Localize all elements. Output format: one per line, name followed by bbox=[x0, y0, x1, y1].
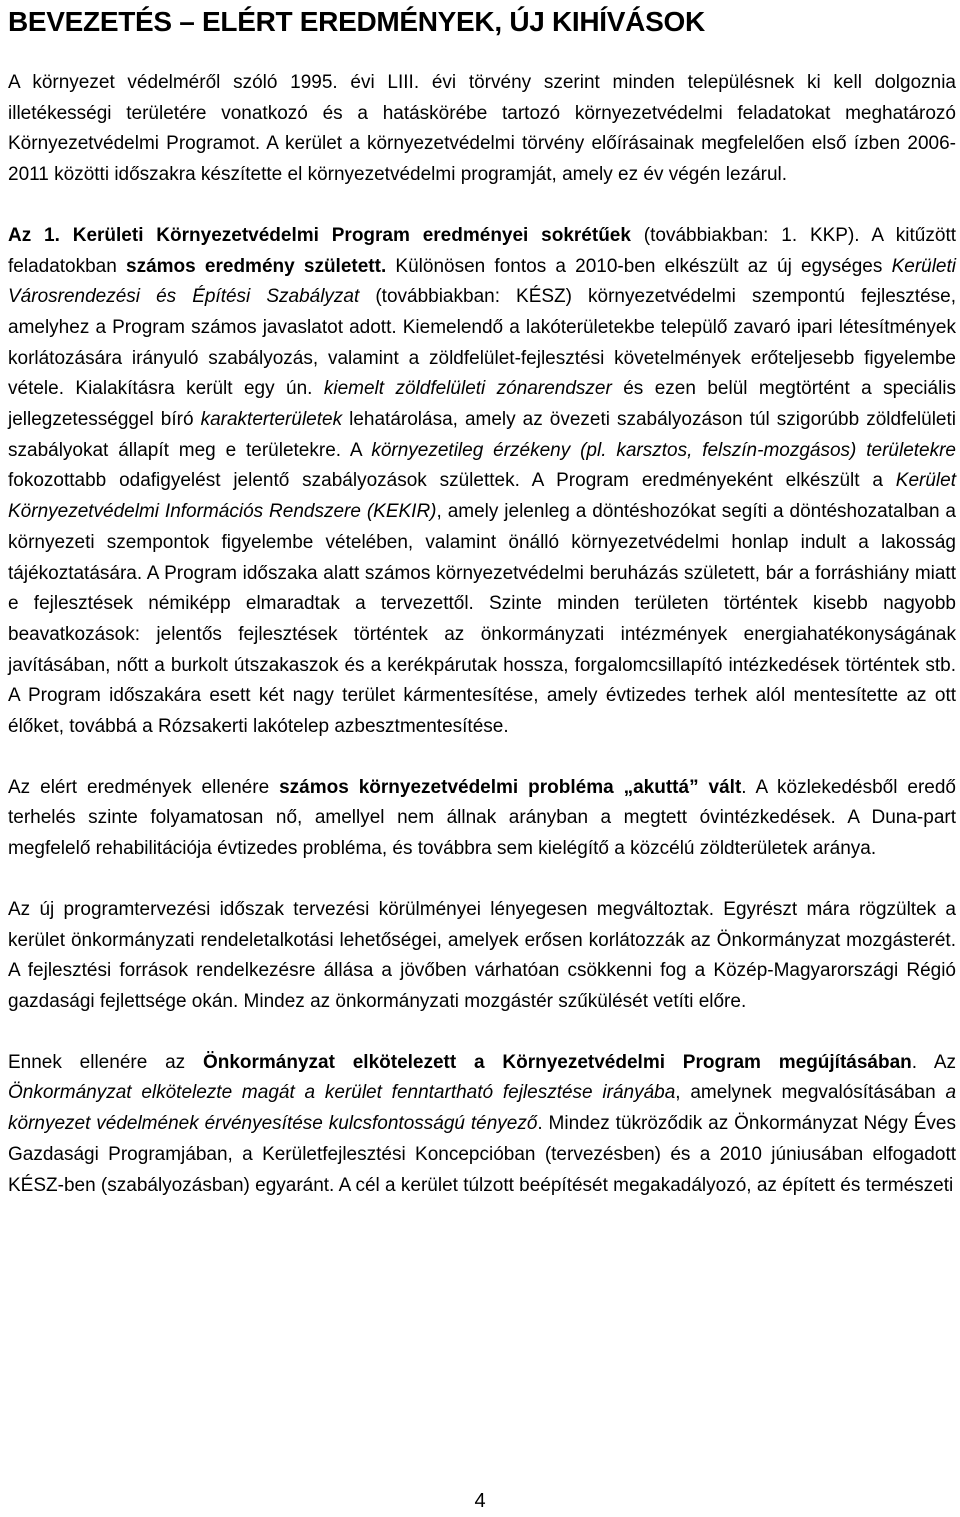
page-number: 4 bbox=[474, 1490, 486, 1512]
bold-text: számos eredmény született. bbox=[126, 255, 387, 277]
text-run: lehatárolása, amely az övezeti szabályozáson túl szigorúbb zöldfelületi szabályokat állapít meg e területekre. A bbox=[8, 409, 956, 461]
bold-text: Az 1. Kerületi Környezetvédelmi Program eredményei sokrétűek bbox=[8, 224, 631, 246]
italic-text: Kerület Környezetvédelmi Információs Rendszere (KEKIR) bbox=[8, 470, 956, 523]
section-title: BEVEZETÉS – ELÉRT EREDMÉNYEK, ÚJ KIHÍVÁSOK bbox=[8, 6, 705, 37]
text-run: , amelynek megvalósításában bbox=[675, 1082, 946, 1104]
paragraph-new-conditions bbox=[8, 895, 956, 1018]
paragraph-program-results bbox=[8, 221, 956, 743]
italic-text: a környezet védelmének érvényesítése kulcsfontosságú tényező bbox=[8, 1082, 957, 1135]
text-run: (továbbiakban: 1. KKP). A kitűzött feladatokban bbox=[8, 224, 957, 277]
paragraph-legal-background bbox=[8, 68, 956, 191]
text-run: Az új programtervezési időszak tervezési körülményei lényegesen megváltoztak. Egyrészt mára rögzültek a kerület önkormányzati rendeletalkotási lehetőségei, amelyek erősen korlátozzák az Önkormányzat mozgásterét. A fejlesztési források rendelkezésre állása a jövőben várhatóan csökkenni fog a Közép-Magyarországi Régió gazdasági fejlettsége okán. Mindez az önkormányzati mozgástér szűkülését vetíti előre. bbox=[8, 898, 956, 1012]
text-run: A környezet védelméről szóló 1995. évi LIII. évi törvény szerint minden településnek ki kell dolgoznia illetékességi területére vonatkozó és a hatáskörébe tartozó környezetvédelmi feladatokat meghatározó Környezetvédelmi Programot. A kerület a környezetvédelmi törvény előírásainak megfelelően első ízben 2006-2011 közötti időszakra készítette el környezetvédelmi programját, amely ez év végén lezárul. bbox=[8, 72, 956, 186]
italic-text: kiemelt zöldfelületi zónarendszer bbox=[323, 378, 612, 400]
bold-text: számos környezetvédelmi probléma „akuttá” vált bbox=[279, 776, 742, 798]
text-run: (továbbiakban: KÉSZ) környezetvédelmi szempontú fejlesztése, amelyhez a Program számos javaslatot adott. Kiemelendő a lakóterületekbe települő zavaró ipari létesítmények korlátozására irányuló szabályozás, valamint a zöldfelület-fejlesztési követelmények erőteljesebb figyelembe vétele. Kialakításra került egy ún. bbox=[8, 286, 956, 400]
text-run: , amely jelenleg a döntéshozókat segíti a döntéshozatalban a környezeti szempontok figyelembe vételében, valamint önálló környezetvédelmi honlap indult a lakosság tájékoztatására. A Program időszaka alatt számos környezetvédelmi beruházás született, bár a forráshiány miatt e fejlesztések némiképp elmaradtak a tervezettől. Szinte minden területen történtek kisebb nagyobb beavatkozások: jelentős fejlesztések történtek az önkormányzati intézmények energiahatékonyságának javításában, nőtt a burkolt útszakaszok és a kerékpárutak hossza, forgalomcsillapító intézkedések történtek stb. A Program időszakára esett két nagy terület kármentesítése, amely évtizedes terhek alól mentesítette az ott élőket, továbbá a Rózsakerti lakótelep azbesztmentesítése. bbox=[8, 501, 956, 738]
paragraph-commitment bbox=[8, 1048, 956, 1202]
paragraph-acute-problems bbox=[8, 773, 956, 865]
text-run: . Mindez tükröződik az Önkormányzat Négy Éves Gazdasági Programjában, a Kerületfejlesztési Koncepcióban (tervezésben) és a 2010 júniusában elfogadott KÉSZ-ben (szabályozásban) egyaránt. A cél a kerület túlzott beépítését megakadályozó, az épített és természeti bbox=[8, 1113, 956, 1196]
italic-text: Önkormányzat elkötelezte magát a kerület fenntartható fejlesztése irányába bbox=[8, 1082, 676, 1104]
document-page bbox=[8, 0, 956, 1201]
text-run: és ezen belül megtörtént a speciális jellegzetességgel bíró bbox=[8, 378, 957, 431]
text-run: . Az bbox=[911, 1051, 956, 1073]
text-run: Ennek ellenére az bbox=[8, 1051, 203, 1073]
italic-text: karakterterületek bbox=[200, 409, 343, 431]
text-run: fokozottabb odafigyelést jelentő szabályozások születtek. A Program eredményeként elkészült a bbox=[8, 470, 896, 492]
text-run: . A közlekedésből eredő terhelés szinte folyamatosan nő, amellyel nem állnak arányban a megtett óvintézkedések. A Duna-part megfelelő rehabilitációja évtizedes probléma, és továbbra sem kielégítő a közcélú zöldterületek aránya. bbox=[8, 776, 956, 860]
text-run: Különösen fontos a 2010-ben elkészült az új egységes bbox=[386, 255, 892, 277]
text-run: Az elért eredmények ellenére bbox=[8, 776, 280, 798]
italic-text: Kerületi Városrendezési és Építési Szabályzat bbox=[8, 255, 956, 308]
italic-text: környezetileg érzékeny (pl. karsztos, felszín-mozgásos) területekre bbox=[371, 439, 956, 461]
bold-text: Önkormányzat elkötelezett a Környezetvédelmi Program megújításában bbox=[202, 1051, 912, 1073]
